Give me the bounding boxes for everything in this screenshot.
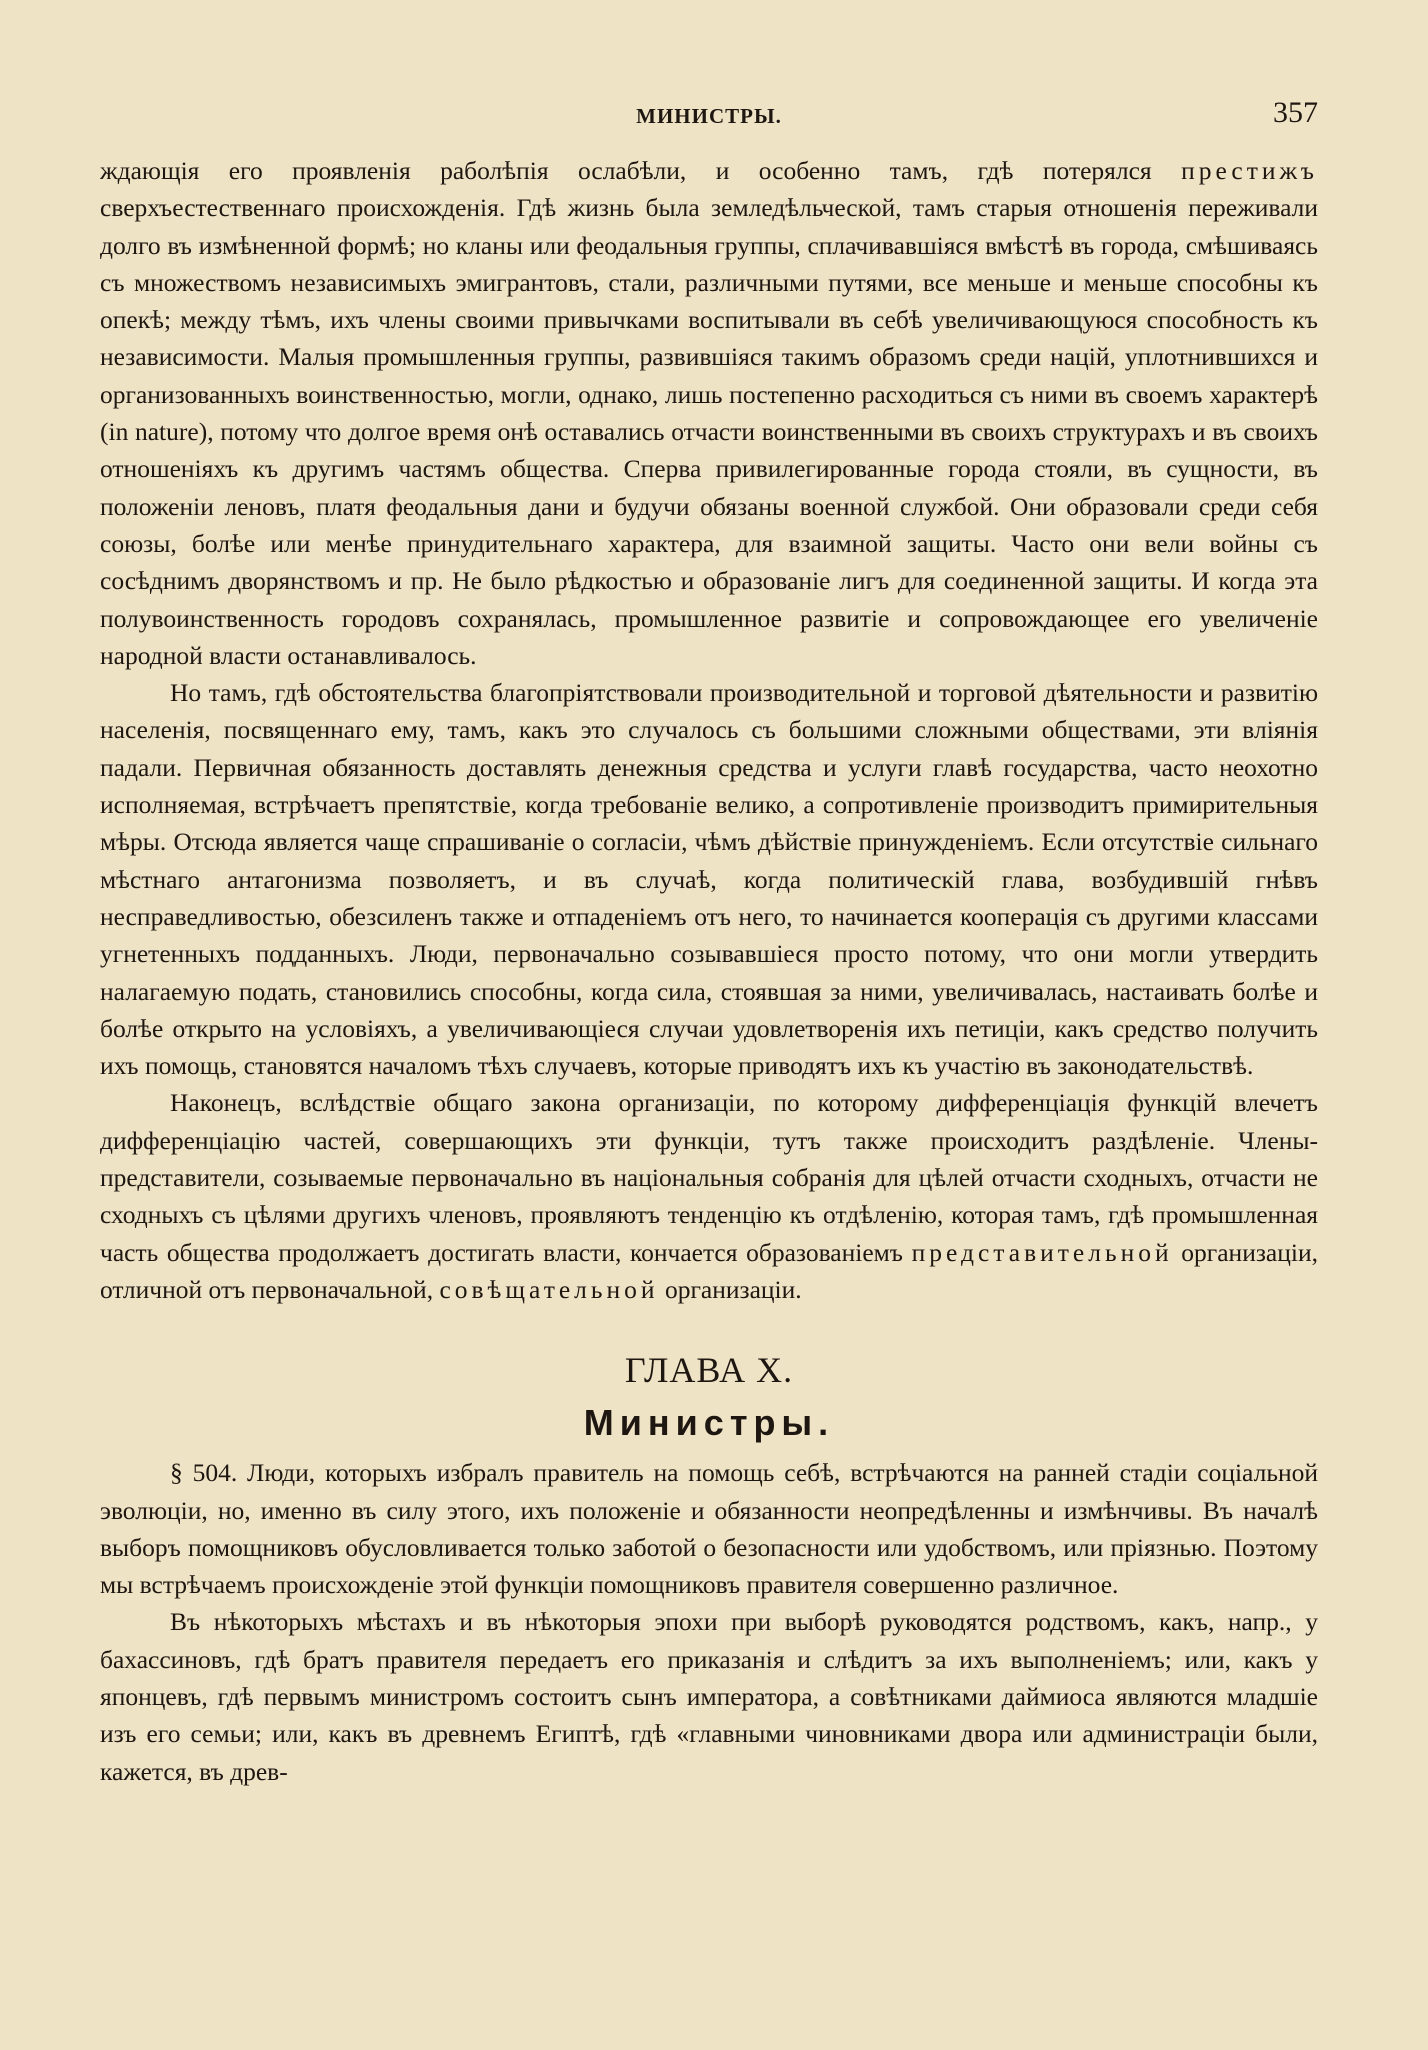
paragraph-text: сверхъестественнаго происхожденія. Гдѣ жизнь была земледѣльческой, тамъ старыя отношенія переживали долго въ измѣненной формѣ; но кланы или феодальныя группы, сплачивавшіяся вмѣстѣ въ города, смѣшиваясь съ множествомъ независимыхъ эмигрантовъ, стали, различными путями, все меньше и меньше способны къ опекѣ; между тѣмъ, ихъ члены своими привычками воспитывали въ себѣ увеличивающуюся способность къ независимости. Малыя промышленныя группы, развившіяся такимъ образомъ среди націй, уплотнившихся и организованныхъ воинственностью, могли, однако, лишь постепенно расходиться съ ними въ своемъ характерѣ (in nature), потому что долгое время онѣ оставались отчасти воинственными въ своихъ структурахъ и въ своихъ отношеніяхъ къ другимъ частямъ общества. Сперва привилегированные города стояли, въ сущности, въ положеніи леновъ, платя феодальныя дани и будучи обязаны военной службой. Они образовали среди себя союзы, болѣе или менѣе принудительнаго характера, для взаимной защиты. Часто они вели войны съ сосѣднимъ дворянствомъ и пр. Не было рѣдкостью и образованіе лигъ для соединенной защиты. И когда эта полувоинственность городовъ сохранялась, промышленное развитіе и сопровождающее его увеличеніе народной власти останавливалось. bbox=[100, 193, 1318, 670]
paragraph: Но тамъ, гдѣ обстоятельства благопріятствовали производительной и торговой дѣятельности и развитію населенія, посвященнаго ему, тамъ, какъ это случалось съ большими сложными обществами, эти вліянія падали. Первичная обязанность доставлять денежныя средства и услуги главѣ государства, часто неохотно исполняемая, встрѣчаетъ препятствіе, когда требованіе велико, а сопротивленіе производитъ примирительныя мѣры. Отсюда является чаще спрашиваніе о согласіи, чѣмъ дѣйствіе принужденіемъ. Если отсутствіе сильнаго мѣстнаго антагонизма позволяетъ, и въ случаѣ, когда политическій глава, возбудившій гнѣвъ несправедливостью, обезсиленъ также и отпаденіемъ отъ него, то начинается кооперація съ другими классами угнетенныхъ подданныхъ. Люди, первоначально созывавшіеся просто потому, что они могли утвердить налагаемую подать, становились способны, когда сила, стоявшая за ними, увеличивалась, настаивать болѣе и болѣе открыто на условіяхъ, а увеличивающіеся случаи удовлетворенія ихъ петиціи, какъ средство получить ихъ помощь, становятся началомъ тѣхъ случаевъ, которые приводятъ ихъ къ участію въ законодательствѣ. bbox=[100, 678, 1318, 1081]
paragraph-text: ждающія его проявленія раболѣпія ослабѣли, и особенно тамъ, гдѣ потерялся bbox=[100, 156, 1182, 185]
paragraph: Въ нѣкоторыхъ мѣстахъ и въ нѣкоторыя эпохи при выборѣ руководятся родствомъ, какъ, напр., у бахассиновъ, гдѣ братъ правителя передаетъ его приказанія и слѣдитъ за ихъ выполненіемъ; или, какъ у японцевъ, гдѣ первымъ министромъ состоитъ сынъ императора, а совѣтниками даймиоса являются младшіе изъ его семьи; или, какъ въ древнемъ Египтѣ, гдѣ «главными чиновниками двора или администраціи были, кажется, въ древ- bbox=[100, 1607, 1318, 1786]
paragraph bbox=[100, 1084, 1318, 1308]
emphasized-word: совѣщательной bbox=[439, 1274, 659, 1304]
emphasized-word: престижъ bbox=[1181, 156, 1318, 185]
paragraph-text: организаціи. bbox=[658, 1274, 802, 1304]
paragraph-continuation bbox=[100, 152, 1318, 674]
emphasized-word: представительной bbox=[911, 1237, 1173, 1267]
running-title: МИНИСТРЫ. bbox=[636, 104, 782, 128]
paragraph-text: организаціи, отличной отъ первоначальной, bbox=[100, 1237, 1318, 1304]
page-number: 357 bbox=[1273, 96, 1318, 129]
running-head bbox=[100, 92, 1318, 142]
chapter-subtitle: Министры. bbox=[583, 1402, 835, 1444]
paragraph-section-504: § 504. Люди, которыхъ избралъ правитель на помощь себѣ, встрѣчаются на ранней стадіи соціальной эволюціи, но, именно въ силу этого, ихъ положеніе и обязанности неопредѣленны и измѣнчивы. Въ началѣ выборъ помощниковъ обусловливается только заботой о безопасности или удобствомъ, или пріязнью. Поэтому мы встрѣчаемъ происхожденіе этой функціи помощниковъ правителя совершенно различное. bbox=[100, 1458, 1318, 1600]
chapter-title: ГЛАВА X. bbox=[624, 1350, 794, 1391]
paragraph-text: Наконецъ, вслѣдствіе общаго закона организаціи, по которому дифференціація функцій влечетъ дифференціацію частей, совершающихъ эти функціи, тутъ также происходитъ раздѣленіе. Члены-представители, созываемые первоначально въ національныя собранія для цѣлей отчасти сходныхъ, отчасти не сходныхъ съ цѣлями другихъ членовъ, проявляютъ тенденцію къ отдѣленію, которая тамъ, гдѣ промышленная часть общества продолжаетъ достигать власти, кончается образованіемъ bbox=[100, 1088, 1318, 1267]
